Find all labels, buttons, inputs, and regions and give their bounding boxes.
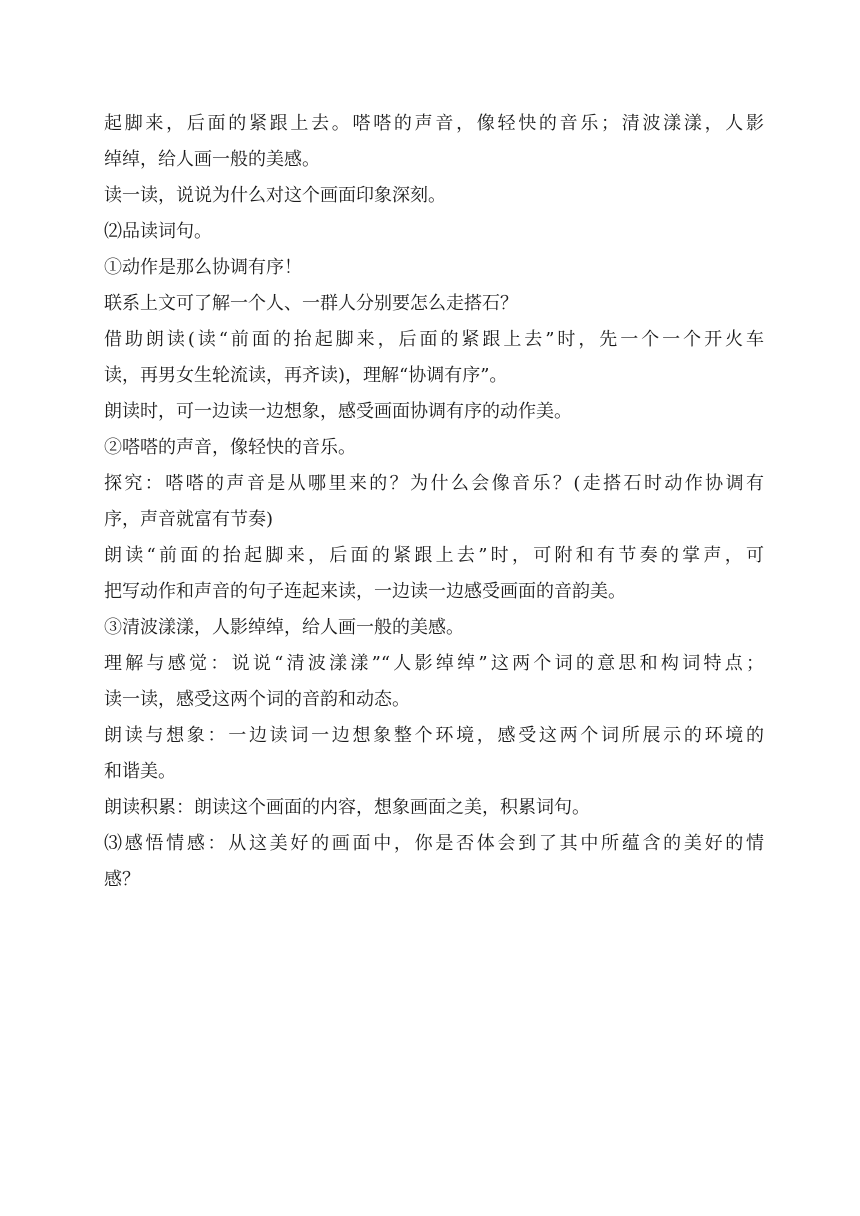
text-line: 朗读“前面的抬起脚来，后面的紧跟上去”时，可附和有节奏的掌声，可 (104, 545, 764, 566)
text-line: 借助朗读(读“前面的抬起脚来，后面的紧跟上去”时，先一个一个开火车 (104, 329, 764, 350)
text-line: 读一读，说说为什么对这个画面印象深刻。 (104, 185, 446, 206)
text-line: 理解与感觉：说说“清波漾漾”“人影绰绰”这两个词的意思和构词特点； (104, 653, 764, 674)
text-line: 绰绰，给人画一般的美感。 (104, 149, 320, 170)
document-body (104, 106, 764, 898)
text-line: 和谐美。 (104, 761, 176, 782)
text-line: 朗读积累：朗读这个画面的内容，想象画面之美，积累词句。 (104, 797, 590, 818)
subsection-heading: ①动作是那么协调有序！ (104, 257, 302, 278)
text-line: 探究：嗒嗒的声音是从哪里来的？为什么会像音乐？(走搭石时动作协调有 (104, 473, 764, 494)
text-line: 朗读时，可一边读一边想象，感受画面协调有序的动作美。 (104, 401, 572, 422)
section-heading: ⑵品读词句。 (104, 221, 212, 242)
text-line: 读，再男女生轮流读，再齐读)，理解“协调有序”。 (104, 365, 508, 386)
text-line: 感？ (104, 869, 140, 890)
section-heading: ⑶感悟情感：从这美好的画面中，你是否体会到了其中所蕴含的美好的情 (104, 833, 764, 854)
subsection-heading: ③清波漾漾，人影绰绰，给人画一般的美感。 (104, 617, 464, 638)
text-line: 起脚来，后面的紧跟上去。嗒嗒的声音，像轻快的音乐；清波漾漾，人影 (104, 113, 764, 134)
text-line: 序，声音就富有节奏) (104, 509, 274, 530)
text-line: 朗读与想象：一边读词一边想象整个环境，感受这两个词所展示的环境的 (104, 725, 764, 746)
subsection-heading: ②嗒嗒的声音，像轻快的音乐。 (104, 437, 356, 458)
text-line: 联系上文可了解一个人、一群人分别要怎么走搭石？ (104, 293, 518, 314)
text-line: 读一读，感受这两个词的音韵和动态。 (104, 689, 410, 710)
text-line: 把写动作和声音的句子连起来读，一边读一边感受画面的音韵美。 (104, 581, 626, 602)
